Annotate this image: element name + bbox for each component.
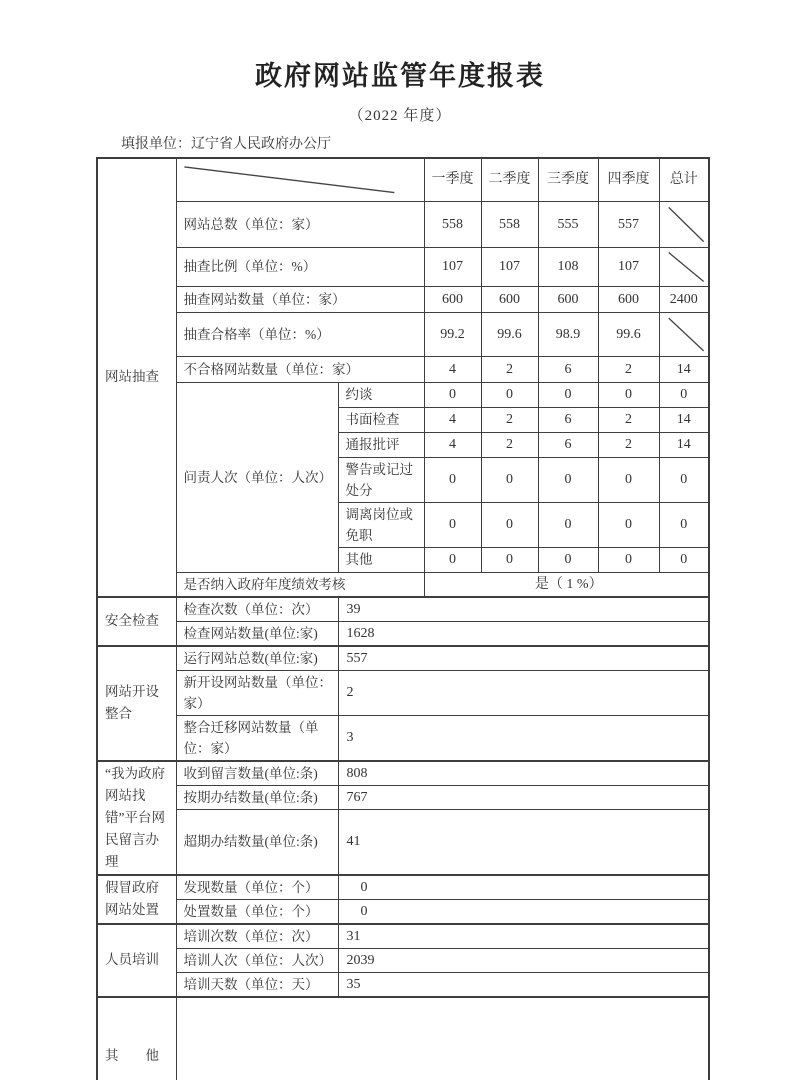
value-cell: 2	[481, 407, 538, 432]
row-label: 培训天数（单位：天）	[176, 972, 338, 997]
total-cell: 0	[659, 457, 709, 502]
total-cell: 2400	[659, 286, 709, 312]
value-cell: 99.6	[481, 312, 538, 356]
row-label: 整合迁移网站数量（单位：家）	[176, 715, 338, 761]
value-cell: 107	[598, 247, 659, 286]
other-content-cell	[176, 997, 709, 1080]
assessment-label: 是否纳入政府年度绩效考核	[176, 572, 424, 597]
sub-row-label: 约谈	[338, 382, 424, 407]
value-cell: 31	[338, 924, 709, 949]
page-subtitle: （2022 年度）	[348, 108, 452, 124]
value-cell: 0	[424, 457, 481, 502]
value-cell: 107	[481, 247, 538, 286]
row-label: 新开设网站数量（单位：家）	[176, 670, 338, 715]
slash-icon	[660, 202, 709, 247]
column-header-q3: 三季度	[538, 158, 598, 201]
row-label: 抽查比例（单位：%）	[176, 247, 424, 286]
reporting-unit-value: 辽宁省人民政府办公厅	[191, 137, 331, 152]
value-cell: 558	[424, 201, 481, 247]
column-header-q4: 四季度	[598, 158, 659, 201]
category-cell-counterfeit: 假冒政府网站处置	[97, 875, 176, 924]
total-cell: 0	[659, 382, 709, 407]
row-label: 收到留言数量(单位:条)	[176, 761, 338, 786]
reporting-unit-label: 填报单位：	[121, 137, 191, 152]
value-cell: 558	[481, 201, 538, 247]
value-cell: 0	[598, 457, 659, 502]
category-cell-training: 人员培训	[97, 924, 176, 997]
value-cell: 6	[538, 432, 598, 457]
value-cell: 0	[538, 547, 598, 572]
value-cell: 0	[598, 547, 659, 572]
sub-row-label: 书面检查	[338, 407, 424, 432]
total-cell: 0	[659, 547, 709, 572]
value-cell: 767	[338, 785, 709, 809]
value-cell: 99.2	[424, 312, 481, 356]
value-cell: 98.9	[538, 312, 598, 356]
value-cell: 1628	[338, 621, 709, 646]
row-label: 不合格网站数量（单位：家）	[176, 356, 424, 382]
reporting-unit-line	[121, 133, 800, 153]
value-cell: 108	[538, 247, 598, 286]
assessment-value: 是（ 1 %）	[424, 572, 709, 597]
category-cell-security: 安全检查	[97, 597, 176, 646]
column-header-q1: 一季度	[424, 158, 481, 201]
value-cell: 39	[338, 597, 709, 622]
category-cell-feedback: “我为政府网站找错”平台网民留言办理	[97, 761, 176, 875]
value-cell: 0	[424, 502, 481, 547]
total-cell: 14	[659, 432, 709, 457]
row-label: 培训人次（单位：人次）	[176, 948, 338, 972]
slash-icon	[660, 248, 709, 286]
row-label: 按期办结数量(单位:条)	[176, 785, 338, 809]
total-cell: 14	[659, 356, 709, 382]
value-cell: 6	[538, 407, 598, 432]
slash-icon	[660, 313, 709, 356]
row-label: 处置数量（单位：个）	[176, 899, 338, 924]
category-cell-sampling: 网站抽查	[97, 158, 176, 597]
not-applicable-cell	[659, 201, 709, 247]
value-cell: 0	[424, 547, 481, 572]
corner-diagonal-cell	[176, 158, 424, 201]
value-cell: 3	[338, 715, 709, 761]
value-cell: 2	[338, 670, 709, 715]
not-applicable-cell	[659, 312, 709, 356]
total-cell: 0	[659, 502, 709, 547]
value-cell: 600	[538, 286, 598, 312]
value-cell: 4	[424, 407, 481, 432]
value-cell: 0	[538, 457, 598, 502]
accountability-label: 问责人次（单位：人次）	[176, 382, 338, 572]
value-cell: 4	[424, 432, 481, 457]
value-cell: 4	[424, 356, 481, 382]
page-title: 政府网站监管年度报表	[255, 61, 545, 91]
value-cell: 0	[538, 382, 598, 407]
row-label: 检查次数（单位：次）	[176, 597, 338, 622]
value-cell: 600	[481, 286, 538, 312]
value-cell: 6	[538, 356, 598, 382]
value-cell: 0	[338, 899, 709, 924]
value-cell: 600	[598, 286, 659, 312]
value-cell: 808	[338, 761, 709, 786]
value-cell: 0	[338, 875, 709, 900]
row-label: 培训次数（单位：次）	[176, 924, 338, 949]
value-cell: 41	[338, 810, 709, 875]
sub-row-label: 通报批评	[338, 432, 424, 457]
sub-row-label: 警告或记过处分	[338, 457, 424, 502]
column-header-total: 总计	[659, 158, 709, 201]
value-cell: 0	[598, 502, 659, 547]
value-cell: 35	[338, 972, 709, 997]
value-cell: 107	[424, 247, 481, 286]
not-applicable-cell	[659, 247, 709, 286]
category-cell-integration: 网站开设整合	[97, 646, 176, 761]
row-label: 运行网站总数(单位:家)	[176, 646, 338, 671]
value-cell: 2039	[338, 948, 709, 972]
row-label: 网站总数（单位：家）	[176, 201, 424, 247]
value-cell: 557	[338, 646, 709, 671]
category-cell-other: 其 他	[97, 997, 176, 1080]
column-header-q2: 二季度	[481, 158, 538, 201]
row-label: 超期办结数量(单位:条)	[176, 810, 338, 875]
value-cell: 2	[598, 407, 659, 432]
diagonal-line-icon	[177, 159, 424, 201]
value-cell: 99.6	[598, 312, 659, 356]
row-label: 发现数量（单位：个）	[176, 875, 338, 900]
value-cell: 600	[424, 286, 481, 312]
value-cell: 0	[538, 502, 598, 547]
row-label: 检查网站数量(单位:家)	[176, 621, 338, 646]
value-cell: 557	[598, 201, 659, 247]
row-label: 抽查网站数量（单位：家）	[176, 286, 424, 312]
row-label: 抽查合格率（单位：%）	[176, 312, 424, 356]
value-cell: 0	[481, 502, 538, 547]
value-cell: 0	[424, 382, 481, 407]
value-cell: 0	[598, 382, 659, 407]
value-cell: 555	[538, 201, 598, 247]
report-table	[96, 157, 710, 1080]
value-cell: 2	[481, 432, 538, 457]
value-cell: 2	[598, 432, 659, 457]
value-cell: 2	[481, 356, 538, 382]
sub-row-label: 其他	[338, 547, 424, 572]
value-cell: 0	[481, 457, 538, 502]
value-cell: 0	[481, 382, 538, 407]
value-cell: 0	[481, 547, 538, 572]
sub-row-label: 调离岗位或免职	[338, 502, 424, 547]
total-cell: 14	[659, 407, 709, 432]
value-cell: 2	[598, 356, 659, 382]
